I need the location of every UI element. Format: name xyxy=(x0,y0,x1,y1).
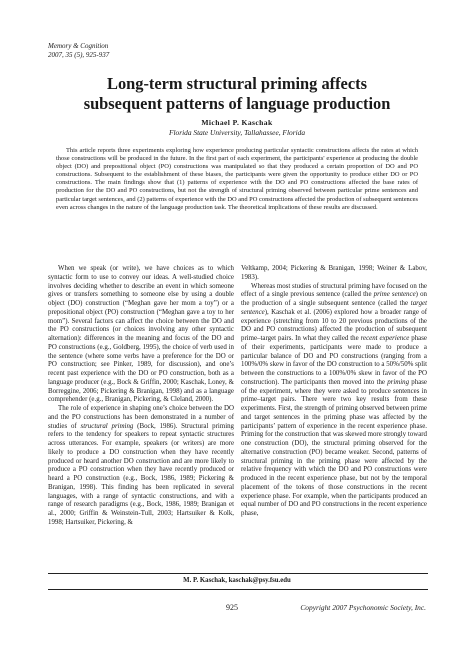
journal-name: Memory & Cognition xyxy=(48,42,109,50)
text-run: The role of experience in shaping one’s choice between the DO and the PO constructions has been demonstrated in a number of studies of xyxy=(48,405,234,430)
text-run: Veltkamp, 2004; Pickering & Branigan, 1998; Weiner & Labov, 1983). xyxy=(241,265,427,281)
text-run: ), Kaschak et al. (2006) explored how a broader range of experience (stretching from 10 to 20 previous productions of the DO and PO constructions) affected the production of subsequent prime–target pairs. In what they called the xyxy=(241,308,427,342)
text-run: When we speak (or write), we have choices as to which syntactic form to use to convey our ideas. A well-studied choice involves deciding whether to describe an event in which someone gives or transfers something to someone else by using a double object (DO) construction (“Meghan gave her mom a toy”) or a prepositional object (PO) construction (“Meghan gave a toy to her mom”). Several factors can affect the choice between the DO and the PO constructions (or choices involving any other syntactic alternation): differences in the meaning and focus of the DO and PO constructions (e.g., Goldberg, 1995), the choice of verb used in the sentence (where some verbs have a preference for the DO or PO construction; see Pinker, 1989, for discussion), and one’s recent past experience with the DO or PO construction, both as a language producer (e.g., Bock & Griffin, 2000; Kaschak, Loney, & Borreggine, 2006; Pickering & Branigan, 1998) and as a language comprehender (e.g., Branigan, Pickering, & Cleland, 2000). xyxy=(48,265,234,404)
italic-term: prime sentence xyxy=(373,291,416,299)
abstract: This article reports three experiments exploring how experience producing particular syntactic constructions affects the rates at which those constructions will be produced in the future. In the first part of each experiment, the participants' experience at producing the double object (DO) and prepositional object (PO) constructions was manipulated so that they produced a certain proportion of DO and PO constructions. Subsequent to the establishment of these biases, the participants were given the opportunity to produce either DO or PO constructions. The main findings show that (1) patterns of experience with the DO and PO constructions affected the base rates of production for the DO and PO constructions, but not the strength of structural priming observed between particular prime sentences and particular target sentences, and (2) patterns of experience with the DO and PO constructions affected the production of subsequent sentences even across changes in the nature of the language production task. The theoretical implications of these results are discussed. xyxy=(56,147,418,211)
italic-term: target sentence xyxy=(241,300,427,316)
text-run: (Bock, 1986). Structural priming refers to the tendency for speakers to repeat syntactic structures across utterances. For example, speakers (or writers) are more likely to produce a DO construction when they have recently produced or heard another DO construction and are more likely to produce a PO construction when they have recently produced or heard a PO construction (e.g., Bock, 1986, 1989; Pickering & Branigan, 1998). This finding has been replicated in several languages, with a range of syntactic constructions, and with a range of research paradigms (e.g., Bock, 1986, 1989; Branigan et al., 2000; Griffin & Weinstein-Tull, 2003; Hartsuiker & Kolk, 1998; Hartsuiker, Pickering, & xyxy=(48,422,234,526)
author-affiliation: Florida State University, Tallahassee, Florida xyxy=(168,128,306,137)
text-run: phase of the experiment, where they were asked to produce sentences in prime–target pairs. There were two key results from these experiments. First, the strength of priming observed between prime and target sentences in the priming phase was affected by the participants’ pattern of experience in the recent experience phase. Priming for the construction that was skewed more strongly toward one construction (DO), the structural priming observed for the alternative construction (PO) became weaker. Second, patterns of structural priming in the priming phase were affected by the relative frequency with which the DO and PO constructions were produced in the recent experience phase, but not by the temporal placement of the tokens of those constructions in the recent experience phase. For example, when the participants produced an equal number of DO and PO constructions in the recent experience phase, xyxy=(241,378,427,517)
body-column-right xyxy=(241,265,427,519)
article-title xyxy=(40,74,434,114)
journal-header xyxy=(48,42,109,59)
text-run: phase of their experiments, participants were made to produce a particular balance of DO and PO constructions (ranging from a 100%/0% skew in favor of the DO construction to a 50%/50% split between the constructions to a 100%/0% skew in favor of the PO construction). The participants then moved into the xyxy=(241,335,427,386)
footnote-rule-top xyxy=(48,573,428,574)
text-run: ) on the production of a single subsequent sentence (called the xyxy=(241,291,427,307)
text-run: Whereas most studies of structural priming have focused on the effect of a single previous sentence (called the xyxy=(241,282,427,299)
author-name: Michael P. Kaschak xyxy=(201,118,273,127)
body-paragraph xyxy=(241,283,427,519)
italic-term: structural priming xyxy=(80,422,134,430)
italic-term: priming xyxy=(387,378,410,386)
body-paragraph xyxy=(241,265,427,283)
body-paragraph xyxy=(48,405,234,528)
author-contact: M. P. Kaschak, kaschak@psy.fsu.edu xyxy=(183,577,291,584)
body-paragraph xyxy=(48,265,234,405)
footnote-rule-bottom xyxy=(48,589,428,590)
body-column-left xyxy=(48,265,234,528)
copyright-notice: Copyright 2007 Psychonomic Society, Inc. xyxy=(300,603,426,612)
italic-term: recent experience xyxy=(360,335,410,342)
title-line-1: Long-term structural priming affects xyxy=(107,74,367,93)
journal-citation: 2007, 35 (5), 925-937 xyxy=(48,50,110,59)
page-number: 925 xyxy=(226,603,238,612)
title-line-2: subsequent patterns of language production xyxy=(83,94,391,113)
